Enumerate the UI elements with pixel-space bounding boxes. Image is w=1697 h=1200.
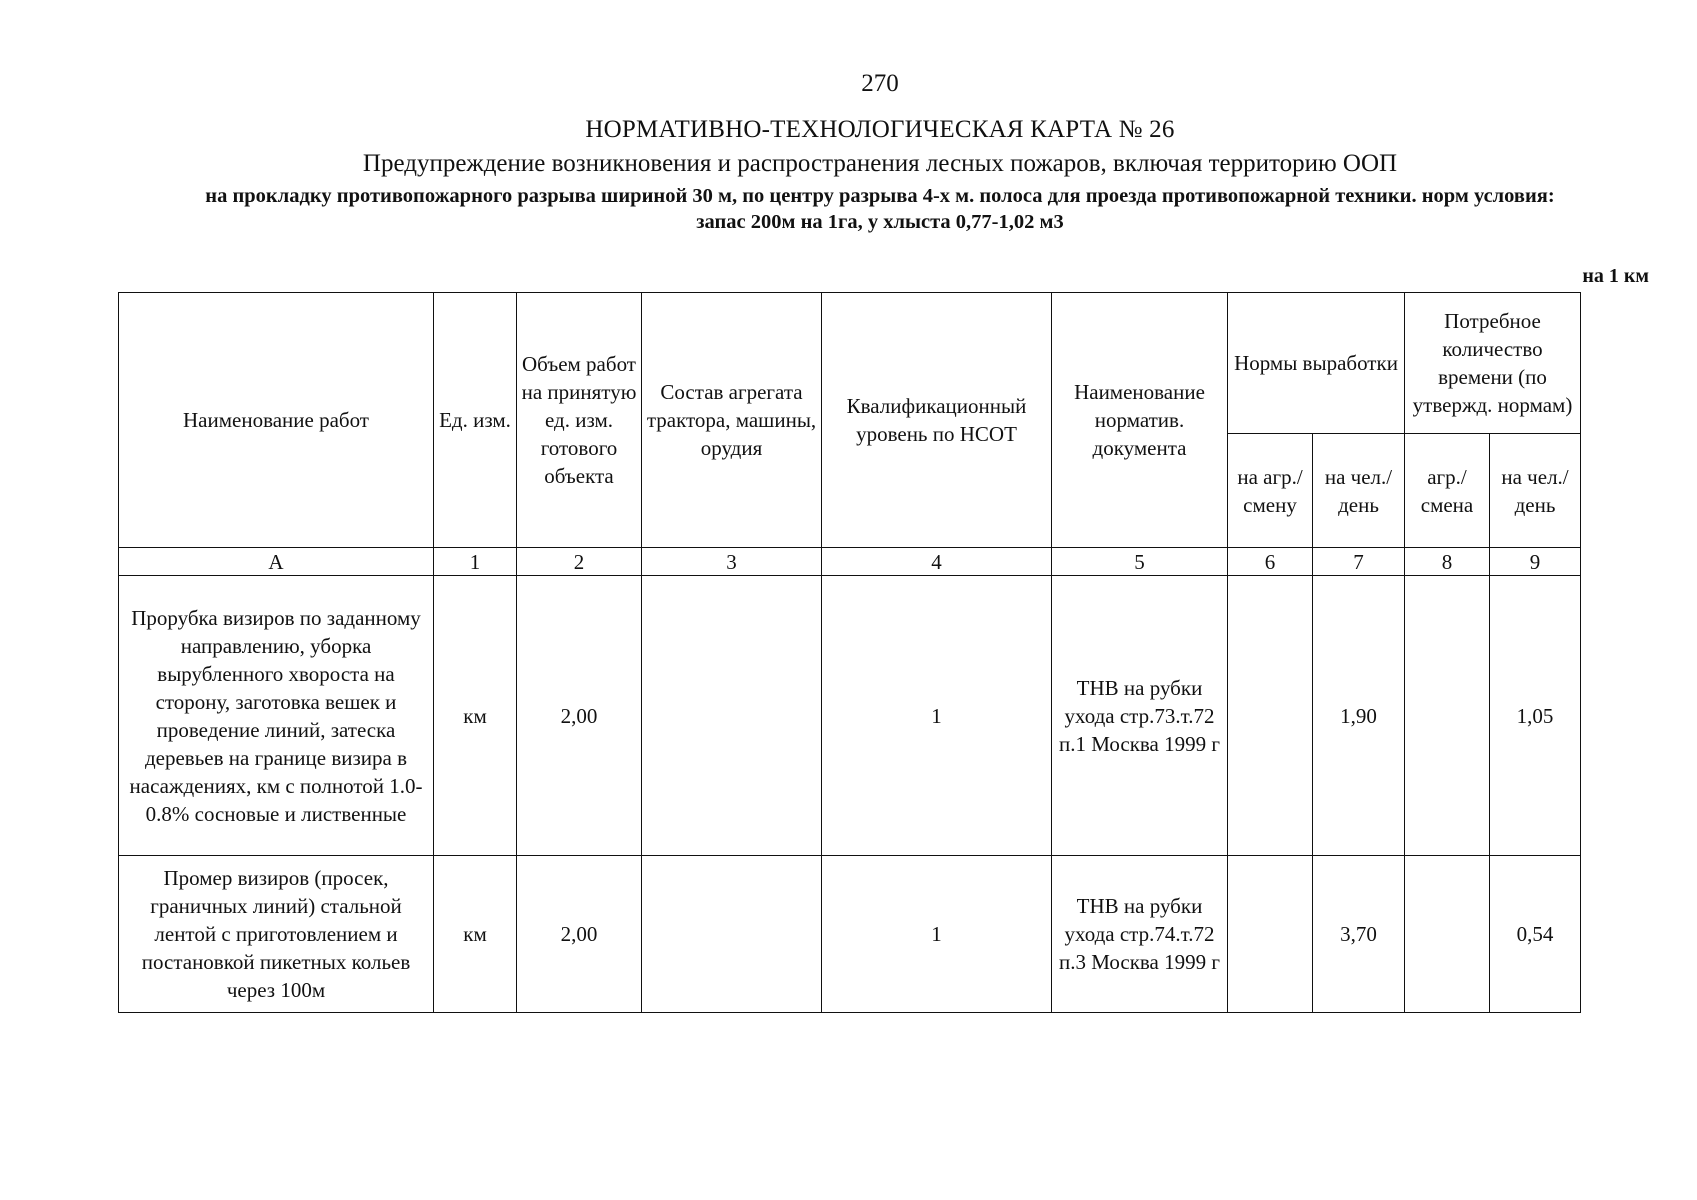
column-number: 9 — [1490, 548, 1581, 576]
per-person-day-time-cell: 0,54 — [1490, 856, 1581, 1013]
unit-label: на 1 км — [1582, 265, 1649, 287]
header-document: Наименование норматив. документа — [1052, 293, 1228, 548]
header-work-name: Наименование работ — [119, 293, 434, 548]
column-number: 1 — [434, 548, 517, 576]
table-row — [119, 576, 1581, 856]
column-number: 7 — [1313, 548, 1405, 576]
norms-table — [118, 292, 1581, 1013]
unit-shift-cell — [1405, 856, 1490, 1013]
header-unit-shift: агр./ смена — [1405, 434, 1490, 548]
document-subtitle: Предупреждение возникновения и распространения лесных пожаров, включая территорию ООП — [362, 150, 1398, 177]
column-number: 6 — [1228, 548, 1313, 576]
header-equipment: Состав агрегата трактора, машины, орудия — [642, 293, 822, 548]
column-number: 2 — [517, 548, 642, 576]
header-per-person-day-output: на чел./ день — [1313, 434, 1405, 548]
unit-shift-cell — [1405, 576, 1490, 856]
per-person-day-output-cell: 1,90 — [1313, 576, 1405, 856]
header-output-norms: Нормы выработки — [1228, 293, 1405, 434]
unit-cell: км — [434, 856, 517, 1013]
page-number: 270 — [861, 70, 899, 97]
table-row — [119, 856, 1581, 1013]
work-conditions: на прокладку противопожарного разрыва шириной 30 м, по центру разрыва 4-х м. полоса для проезда противопожарной техники. норм условия: запас 200м на 1га, у хлыста 0,77-1,02 м3 — [205, 185, 1555, 233]
document-cell: ТНВ на рубки ухода стр.73.т.72 п.1 Москва 1999 г — [1052, 576, 1228, 856]
work-name-cell: Прорубка визиров по заданному направлению, уборка вырубленного хвороста на сторону, заготовка вешек и проведение линий, затеска деревьев на границе визира в насаждениях, км с полнотой 1.0-0.8% сосновые и лиственные — [119, 576, 434, 856]
document-title: НОРМАТИВНО-ТЕХНОЛОГИЧЕСКАЯ КАРТА № 26 — [585, 116, 1175, 143]
column-number: 3 — [642, 548, 822, 576]
document-cell: ТНВ на рубки ухода стр.74.т.72 п.3 Москва 1999 г — [1052, 856, 1228, 1013]
volume-cell: 2,00 — [517, 856, 642, 1013]
header-qualification: Квалификационный уровень по НСОТ — [822, 293, 1052, 548]
header-time-required: Потребное количество времени (по утвержд. нормам) — [1405, 293, 1581, 434]
column-number: А — [119, 548, 434, 576]
equipment-cell — [642, 856, 822, 1013]
per-unit-shift-cell — [1228, 856, 1313, 1013]
volume-cell: 2,00 — [517, 576, 642, 856]
qualification-cell: 1 — [822, 576, 1052, 856]
unit-cell: км — [434, 576, 517, 856]
work-name-cell: Промер визиров (просек, граничных линий) стальной лентой с приготовлением и постановкой пикетных кольев через 100м — [119, 856, 434, 1013]
column-number-row — [119, 548, 1581, 576]
header-per-unit-shift: на агр./ смену — [1228, 434, 1313, 548]
header-per-person-day-time: на чел./ день — [1490, 434, 1581, 548]
per-person-day-output-cell: 3,70 — [1313, 856, 1405, 1013]
column-number: 4 — [822, 548, 1052, 576]
header-volume: Объем работ на принятую ед. изм. готового объекта — [517, 293, 642, 548]
per-unit-shift-cell — [1228, 576, 1313, 856]
equipment-cell — [642, 576, 822, 856]
column-number: 8 — [1405, 548, 1490, 576]
per-person-day-time-cell: 1,05 — [1490, 576, 1581, 856]
qualification-cell: 1 — [822, 856, 1052, 1013]
header-unit: Ед. изм. — [434, 293, 517, 548]
column-number: 5 — [1052, 548, 1228, 576]
